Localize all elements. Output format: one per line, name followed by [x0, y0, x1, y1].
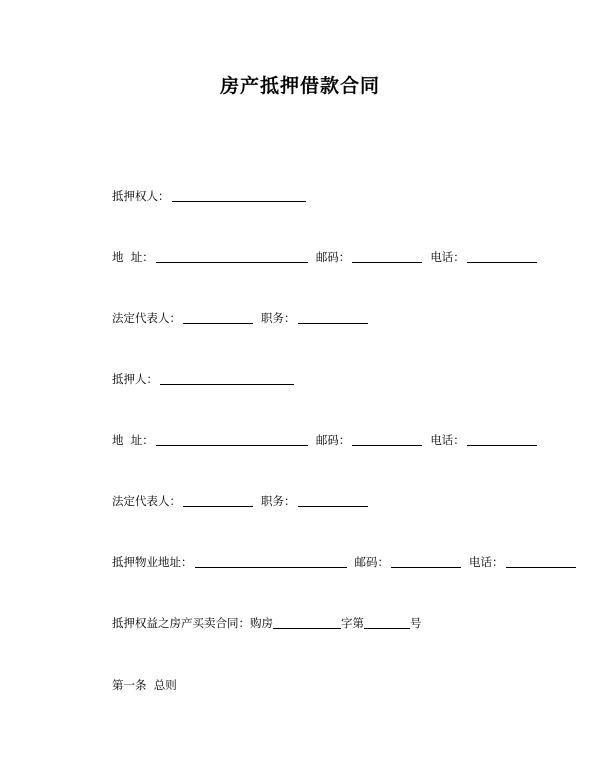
mortgagor-address-label: 地 址：: [112, 433, 154, 447]
mortgagee-address-row: [112, 245, 539, 265]
mortgagee-label: 抵押权人：: [112, 189, 170, 203]
property-postcode-blank[interactable]: [391, 553, 461, 568]
purchase-contract-word-blank[interactable]: [273, 614, 341, 629]
mortgagee-rep-blank[interactable]: [183, 309, 253, 324]
purchase-contract-suffix: 号: [410, 616, 422, 630]
purchase-contract-number-blank[interactable]: [364, 614, 410, 629]
mortgagee-position-label: 职务：: [261, 311, 296, 325]
mortgagor-name-blank[interactable]: [160, 370, 294, 385]
mortgagee-postcode-blank[interactable]: [352, 248, 422, 263]
mortgagee-postcode-label: 邮码：: [315, 250, 351, 264]
mortgagee-position-blank[interactable]: [298, 309, 368, 324]
mortgagee-rep-row: [112, 306, 370, 326]
purchase-contract-prefix: 抵押权益之房产买卖合同：购房: [112, 616, 273, 630]
mortgagor-postcode-blank[interactable]: [352, 431, 422, 446]
mortgagor-address-blank[interactable]: [156, 431, 308, 446]
mortgagor-row: [112, 367, 296, 387]
mortgagor-phone-blank[interactable]: [467, 431, 537, 446]
article-1-heading: 第一条 总则: [112, 678, 177, 692]
mortgagor-address-row: [112, 428, 539, 448]
mortgagee-name-blank[interactable]: [172, 187, 306, 202]
mortgagor-rep-label: 法定代表人：: [112, 494, 181, 508]
mortgagor-label: 抵押人：: [112, 372, 158, 386]
property-address-row: [112, 550, 578, 570]
property-phone-blank[interactable]: [506, 553, 576, 568]
mortgagor-postcode-label: 邮码：: [315, 433, 351, 447]
property-postcode-label: 邮码：: [354, 555, 389, 569]
mortgagee-row: [112, 184, 308, 204]
property-address-blank[interactable]: [195, 553, 347, 568]
mortgagor-rep-blank[interactable]: [183, 492, 253, 507]
mortgagor-position-blank[interactable]: [298, 492, 368, 507]
purchase-contract-middle: 字第: [341, 616, 364, 630]
property-phone-label: 电话：: [469, 555, 504, 569]
mortgagee-rep-label: 法定代表人：: [112, 311, 181, 325]
property-address-label: 抵押物业地址：: [112, 555, 193, 569]
mortgagor-position-label: 职务：: [261, 494, 296, 508]
document-title: 房产抵押借款合同: [219, 75, 380, 97]
mortgagee-address-label: 地 址：: [112, 250, 154, 264]
article-1-heading-row: [112, 673, 177, 693]
mortgagee-phone-label: 电话：: [430, 250, 465, 264]
mortgagor-phone-label: 电话：: [430, 433, 465, 447]
purchase-contract-row: [112, 611, 422, 631]
mortgagee-phone-blank[interactable]: [467, 248, 537, 263]
mortgagee-address-blank[interactable]: [156, 248, 308, 263]
mortgagor-rep-row: [112, 489, 370, 509]
